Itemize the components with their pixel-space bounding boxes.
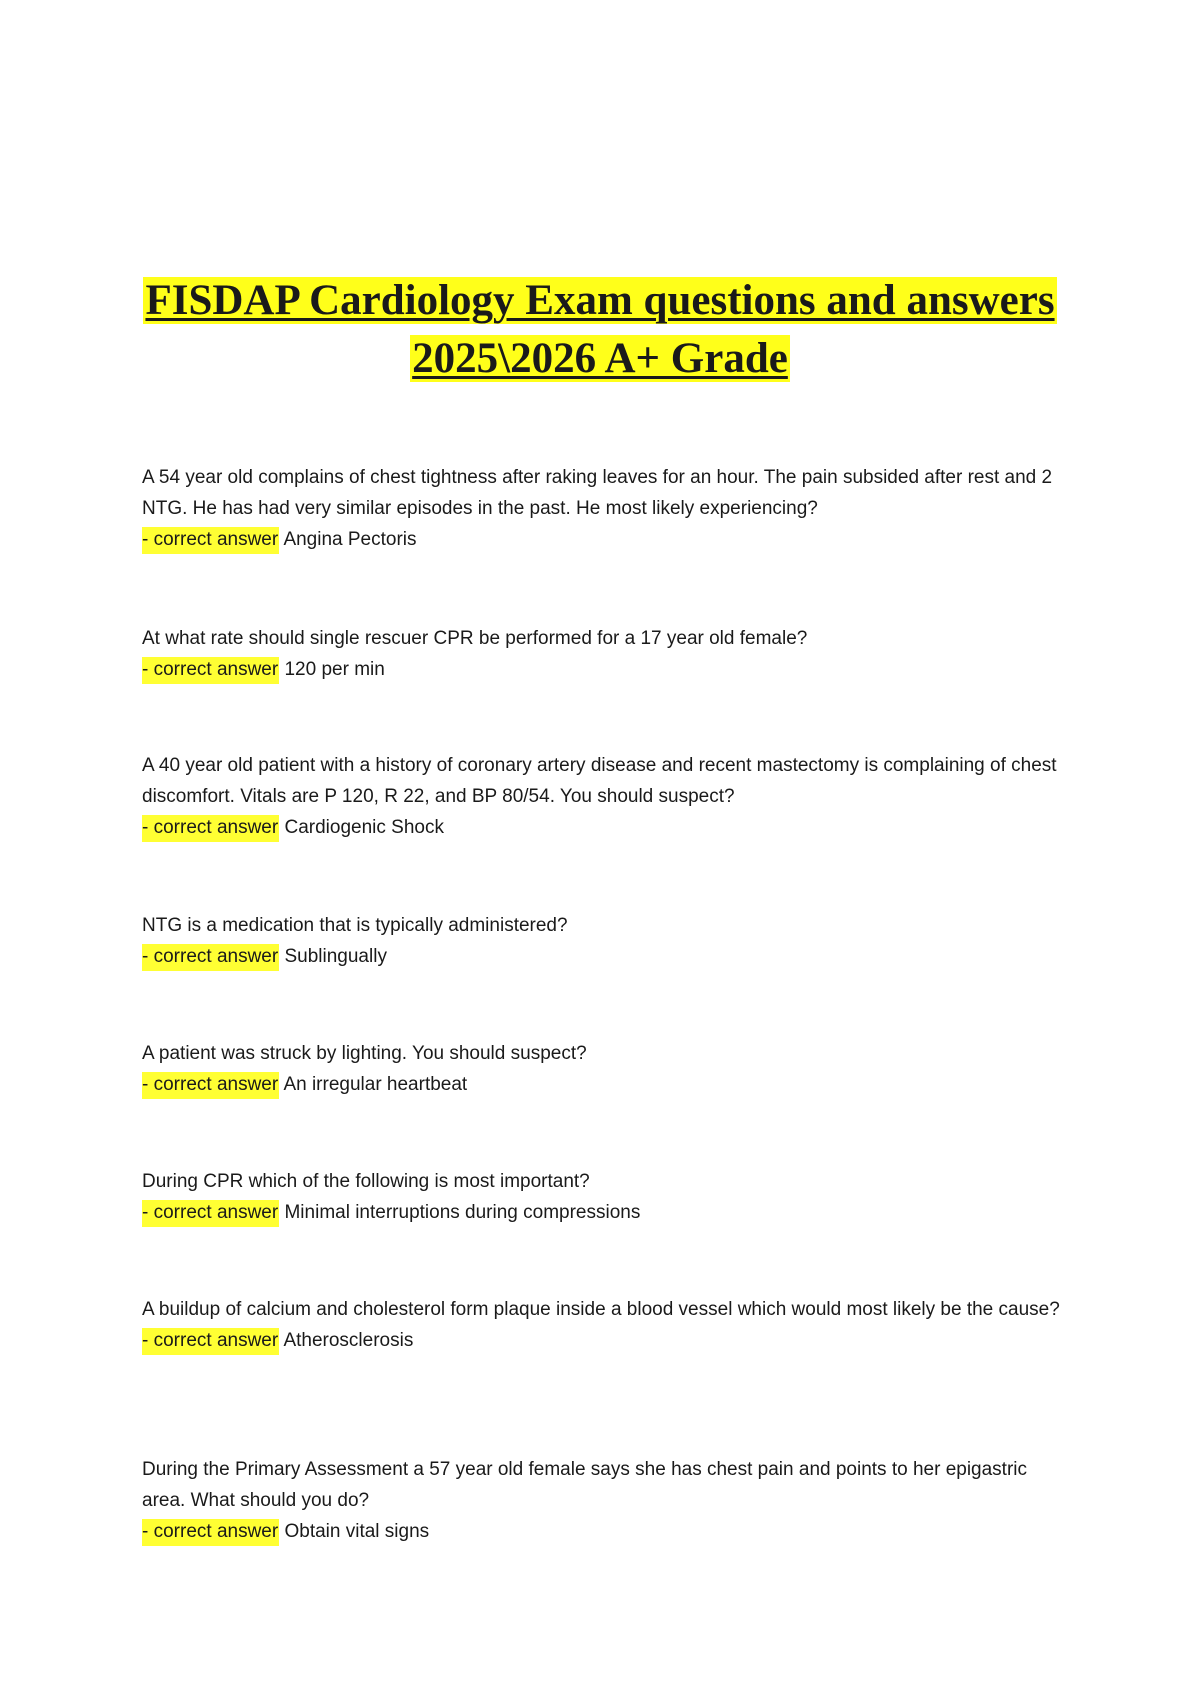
correct-answer-label: - correct answer [142,1328,279,1355]
correct-answer-label: - correct answer [142,1200,279,1227]
question-text: A 40 year old patient with a history of coronary artery disease and recent mastectomy is complaining of chest discomfort. Vitals are P 120, R 22, and BP 80/54. You should suspect? [142,755,1057,807]
answer-line [142,1197,1062,1228]
qa-item-3 [142,750,1062,843]
qa-item-5 [142,1038,1062,1100]
answer-text: Minimal interruptions during compressions [284,1202,641,1223]
correct-answer-label: - correct answer [142,944,279,971]
answer-text: Sublingually [284,946,387,967]
answer-text: 120 per min [284,659,385,680]
answer-text: Obtain vital signs [284,1521,430,1542]
answer-line [142,524,1062,555]
qa-item-1 [142,462,1062,555]
answer-line [142,1325,1062,1356]
answer-line [142,812,1062,843]
qa-item-6 [142,1166,1062,1228]
qa-item-7 [142,1294,1062,1356]
correct-answer-label: - correct answer [142,1519,279,1546]
answer-line [142,1069,1062,1100]
question-text: A 54 year old complains of chest tightness after raking leaves for an hour. The pain subsided after rest and 2 NTG. He has had very similar episodes in the past. He most likely experiencing? [142,467,1053,519]
correct-answer-label: - correct answer [142,527,279,554]
question-text: At what rate should single rescuer CPR be performed for a 17 year old female? [142,628,808,649]
qa-item-8 [142,1454,1062,1547]
qa-item-4 [142,910,1062,972]
qa-item-2 [142,623,1062,685]
correct-answer-label: - correct answer [142,1072,279,1099]
title-line-1: FISDAP Cardiology Exam questions and answers [145,277,1055,324]
answer-text: An irregular heartbeat [283,1074,468,1095]
answer-text: Cardiogenic Shock [284,817,444,838]
answer-text: Atherosclerosis [283,1330,414,1351]
question-text: A patient was struck by lighting. You should suspect? [142,1043,587,1064]
document-title [130,272,1070,388]
question-text: A buildup of calcium and cholesterol form plaque inside a blood vessel which would most likely be the cause? [142,1299,1060,1320]
answer-line [142,1516,1062,1547]
question-text: During CPR which of the following is most important? [142,1171,590,1192]
answer-line [142,654,1062,685]
correct-answer-label: - correct answer [142,657,279,684]
title-line-2: 2025\2026 A+ Grade [412,335,788,382]
answer-line [142,941,1062,972]
question-text: During the Primary Assessment a 57 year old female says she has chest pain and points to her epigastric area. What should you do? [142,1459,1028,1511]
correct-answer-label: - correct answer [142,815,279,842]
answer-text: Angina Pectoris [283,529,417,550]
question-text: NTG is a medication that is typically administered? [142,915,568,936]
